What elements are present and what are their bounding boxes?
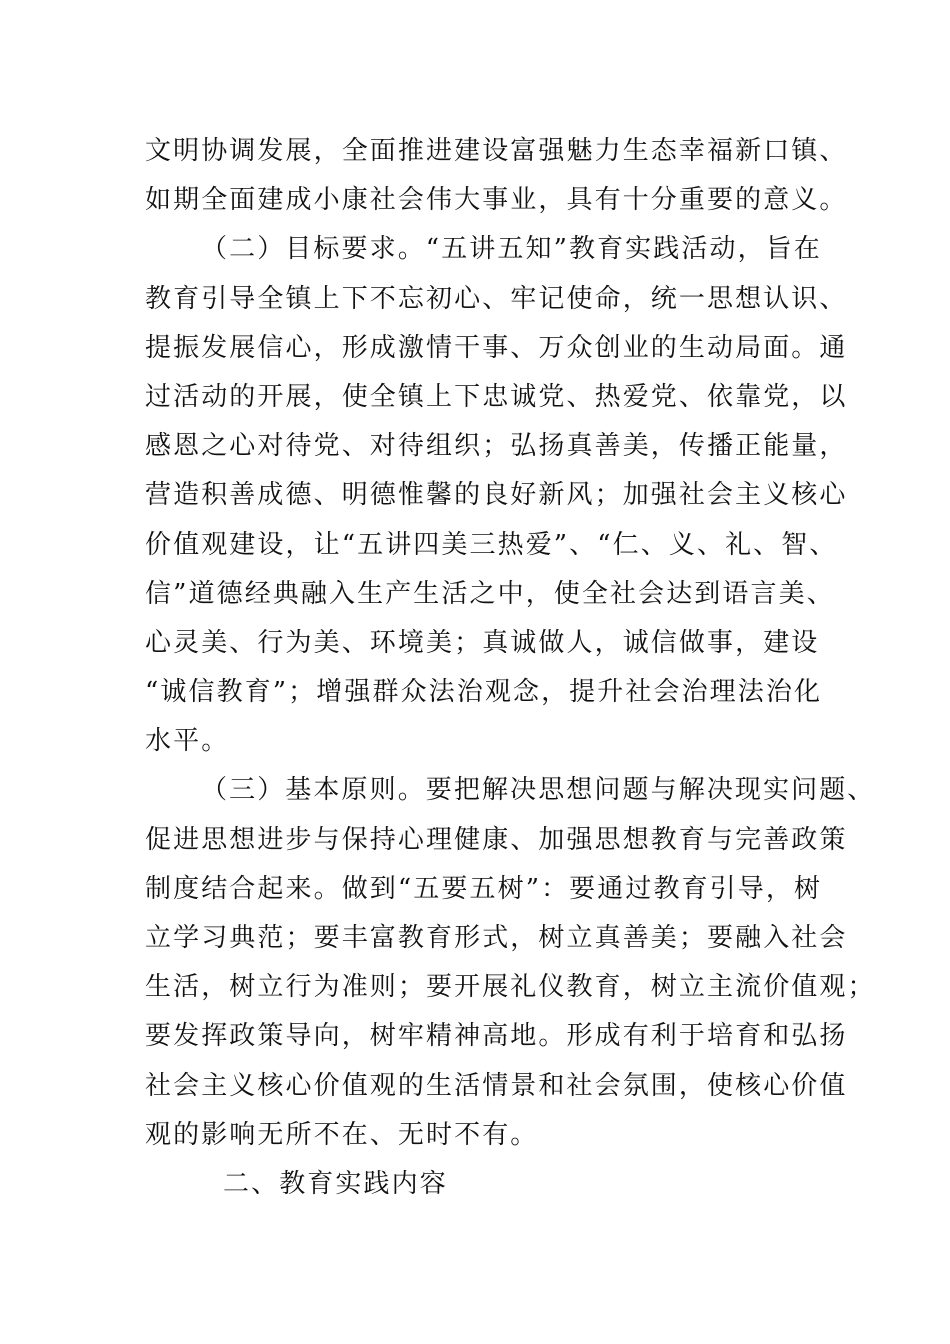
paragraph-line: 生活，树立行为准则；要开展礼仪教育，树立主流价值观； — [145, 972, 876, 1003]
paragraph-line: 文明协调发展，全面推进建设富强魅力生态幸福新口镇、 — [145, 136, 848, 166]
paragraph-line: 观的影响无所不在、无时不有。 — [145, 1119, 539, 1150]
section-heading-principles: （三）基本原则。要把解决思想问题与解决现实问题、 — [201, 775, 876, 806]
paragraph-line: 价值观建设，让“五讲四美三热爱”、“仁、义、礼、智、 — [145, 529, 838, 560]
paragraph-line: 制度结合起来。做到“五要五树”：要通过教育引导，树 — [145, 873, 823, 904]
paragraph-line: 促进思想进步与保持心理健康、加强思想教育与完善政策 — [145, 824, 848, 855]
paragraph-line: 立学习典范；要丰富教育形式，树立真善美；要融入社会 — [145, 923, 848, 953]
paragraph-line: 水平。 — [145, 726, 230, 757]
paragraph-line: 感恩之心对待党、对待组织；弘扬真善美，传播正能量， — [145, 431, 848, 462]
paragraph-line: 如期全面建成小康社会伟大事业，具有十分重要的意义。 — [145, 185, 848, 216]
document-body — [145, 127, 876, 1209]
paragraph-line: 营造积善成德、明德惟馨的良好新风；加强社会主义核心 — [145, 480, 848, 511]
paragraph-line: 提振发展信心，形成激情干事、万众创业的生动局面。通 — [145, 332, 848, 363]
paragraph-line: 社会主义核心价值观的生活情景和社会氛围，使核心价值 — [145, 1070, 848, 1101]
paragraph-line: “诚信教育”；增强群众法治观念，提升社会治理法治化 — [145, 677, 823, 708]
section-heading-objectives: （二）目标要求。“五讲五知”教育实践活动，旨在 — [201, 234, 822, 265]
paragraph-line: 教育引导全镇上下不忘初心、牢记使命，统一思想认识、 — [145, 283, 848, 314]
paragraph-line: 信”道德经典融入生产生活之中，使全社会达到语言美、 — [145, 578, 835, 609]
section-heading-content: 二、教育实践内容 — [223, 1168, 448, 1199]
paragraph-line: 过活动的开展，使全镇上下忠诚党、热爱党、依靠党，以 — [145, 381, 848, 412]
paragraph-line: 要发挥政策导向，树牢精神高地。形成有利于培育和弘扬 — [145, 1021, 848, 1052]
paragraph-line: 心灵美、行为美、环境美；真诚做人，诚信做事，建设 — [145, 627, 820, 658]
